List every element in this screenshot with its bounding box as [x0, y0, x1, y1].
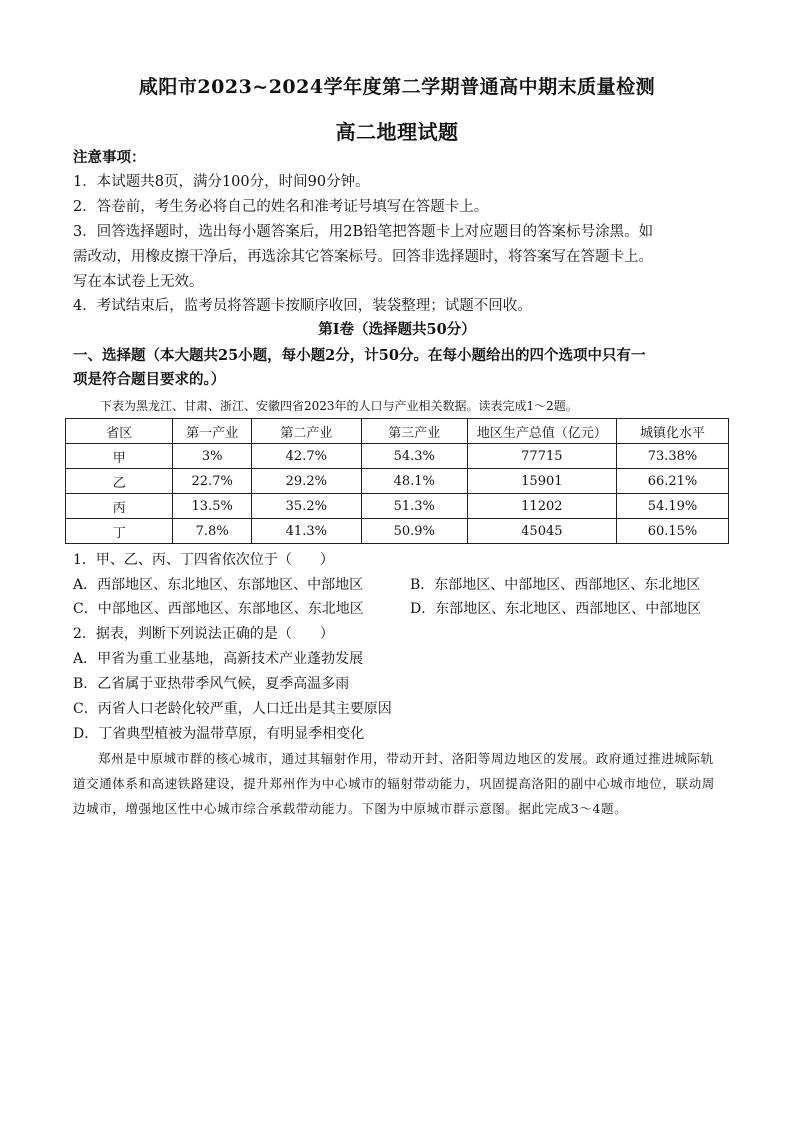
notice-item-1: 1．本试题共8页，满分100分，时间90分钟。 — [73, 174, 370, 190]
cell: 42.7% — [251, 444, 361, 469]
table-row — [66, 494, 729, 519]
cell: 60.15% — [616, 519, 728, 544]
cell: 73.38% — [616, 444, 728, 469]
cell: 48.1% — [361, 469, 467, 494]
table-row — [66, 469, 729, 494]
cell: 7.8% — [173, 519, 251, 544]
exam-title: 咸阳市2023~2024学年度第二学期普通高中期末质量检测 — [138, 76, 656, 98]
cell: 22.7% — [173, 469, 251, 494]
question-2-option-c: C．丙省人口老龄化较严重，人口迁出是其主要原因 — [73, 701, 392, 717]
cell: 29.2% — [251, 469, 361, 494]
cell: 50.9% — [361, 519, 467, 544]
population-industry-table — [65, 418, 729, 544]
col-header-secondary: 第二产业 — [251, 419, 361, 444]
table-row — [66, 519, 729, 544]
cell: 甲 — [66, 444, 173, 469]
cell: 3% — [173, 444, 251, 469]
reading-passage: 郑州是中原城市群的核心城市，通过其辐射作用，带动开封、洛阳等周边地区的发展。政府通过推进城际轨道交通体系和高速铁路建设，提升郑州作为中心城市的辐射带动能力，巩固提高洛阳的副中心城市地位，联动周边城市，增强地区性中心城市综合承载带动能力。下图为中原城市群示意图。据此完成3～4题。 — [73, 751, 715, 816]
cell: 35.2% — [251, 494, 361, 519]
part-title: 第Ⅰ卷（选择题共50分） — [318, 321, 476, 338]
question-2-stem: 2．据表，判断下列说法正确的是（ ） — [73, 626, 334, 642]
question-2-option-d: D．丁省典型植被为温带草原，有明显季相变化 — [73, 726, 365, 742]
notice-item-3-line-3: 写在本试卷上无效。 — [73, 274, 204, 290]
cell: 13.5% — [173, 494, 251, 519]
question-1-option-b: B．东部地区、中部地区、西部地区、东北地区 — [410, 577, 701, 593]
cell: 乙 — [66, 469, 173, 494]
cell: 51.3% — [361, 494, 467, 519]
question-2-option-b: B．乙省属于亚热带季风气候，夏季高温多雨 — [73, 676, 350, 692]
col-header-gdp: 地区生产总值（亿元） — [467, 419, 616, 444]
notice-item-3-line-1: 3．回答选择题时，选出每小题答案后，用2B铅笔把答题卡上对应题目的答案标号涂黑。如 — [73, 224, 654, 240]
cell: 41.3% — [251, 519, 361, 544]
col-header-tertiary: 第三产业 — [361, 419, 467, 444]
cell: 丁 — [66, 519, 173, 544]
question-1-option-d: D．东部地区、东北地区、西部地区、中部地区 — [410, 601, 702, 617]
table-intro: 下表为黑龙江、甘肃、浙江、安徽四省2023年的人口与产业相关数据。读表完成1～2题。 — [100, 399, 578, 413]
cell: 54.3% — [361, 444, 467, 469]
question-1-stem: 1．甲、乙、丙、丁四省依次位于（ ） — [73, 552, 334, 568]
section-instruction-line-1: 一、选择题（本大题共25小题，每小题2分，计50分。在每小题给出的四个选项中只有一 — [73, 347, 646, 364]
notice-item-3-line-2: 需改动，用橡皮擦干净后，再选涂其它答案标号。回答非选择题时，将答案写在答题卡上。 — [73, 249, 653, 265]
cell: 54.19% — [616, 494, 728, 519]
section-instruction-line-2: 项是符合题目要求的。） — [73, 371, 226, 388]
col-header-urbanization: 城镇化水平 — [616, 419, 728, 444]
question-1-option-c: C．中部地区、西部地区、东部地区、东北地区 — [73, 601, 364, 617]
notice-heading: 注意事项： — [73, 149, 146, 166]
exam-subtitle: 高二地理试题 — [335, 120, 459, 144]
cell: 丙 — [66, 494, 173, 519]
cell: 77715 — [467, 444, 616, 469]
notice-item-2: 2．答卷前，考生务必将自己的姓名和准考证号填写在答题卡上。 — [73, 199, 489, 215]
cell: 15901 — [467, 469, 616, 494]
cell: 66.21% — [616, 469, 728, 494]
question-2-option-a: A．甲省为重工业基地，高新技术产业蓬勃发展 — [73, 651, 364, 667]
col-header-primary: 第一产业 — [173, 419, 251, 444]
cell: 45045 — [467, 519, 616, 544]
table-header-row — [66, 419, 729, 444]
table-row — [66, 444, 729, 469]
notice-item-4: 4．考试结束后，监考员将答题卡按顺序收回，装袋整理；试题不回收。 — [73, 298, 532, 314]
col-header-province: 省区 — [66, 419, 173, 444]
question-1-option-a: A．西部地区、东北地区、东部地区、中部地区 — [73, 577, 364, 593]
cell: 11202 — [467, 494, 616, 519]
